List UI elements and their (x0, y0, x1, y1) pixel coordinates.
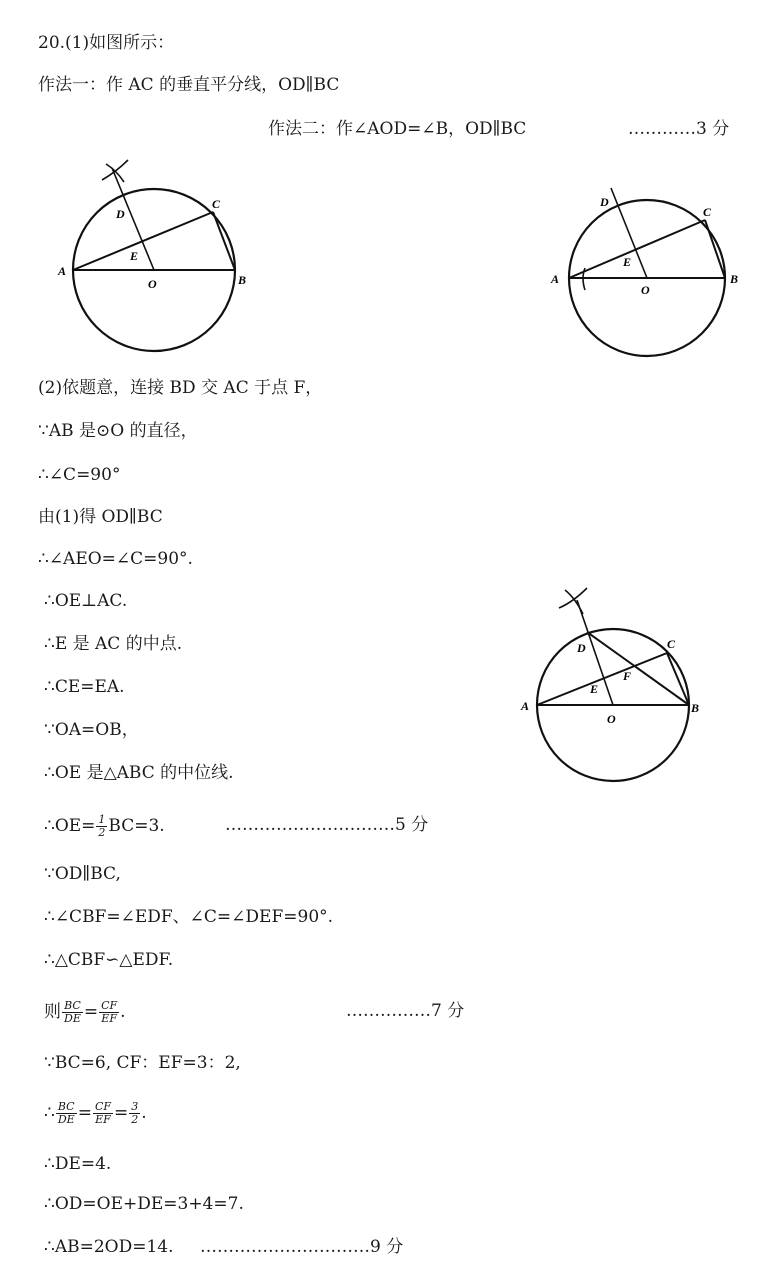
label-d: D (577, 641, 586, 655)
label-d: D (600, 195, 609, 209)
fraction-bc-de: $\frac{BC}{DE}$ (64, 999, 81, 1025)
fraction-cf-ef: $\frac{CF}{EF}$ (94, 1100, 111, 1126)
label-b: B (730, 272, 739, 286)
label-e: E (623, 255, 632, 269)
part2-line-2: ∵AB 是⊙O 的直径， (38, 421, 198, 441)
construction-figure-2 (545, 180, 745, 365)
score-7: ……………7 分 (346, 1001, 465, 1021)
label-b: B (238, 273, 247, 287)
part2-line-18: ∴DE=4. (44, 1154, 112, 1174)
label-d: D (116, 207, 125, 221)
label-f: F (623, 669, 632, 683)
construction-method-2: 作法二：作∠AOD=∠B，OD∥BC (268, 119, 527, 139)
part2-line-13: ∴∠CBF=∠EDF、∠C=∠DEF=90°. (44, 907, 334, 927)
label-c: C (667, 637, 676, 651)
label-c: C (703, 205, 712, 219)
fraction-one-half: $\frac{1}{2}$ (98, 813, 106, 839)
part2-line-11: ∴OE= $\frac{1}{2}$ BC=3. (44, 813, 165, 839)
label-e: E (130, 249, 139, 263)
part2-line-1: (2)依题意，连接 BD 交 AC 于点 F， (38, 378, 323, 398)
part2-line-10: ∴OE 是△ABC 的中位线. (44, 763, 234, 783)
label-b: B (691, 701, 700, 715)
part2-line-20: ∴AB=2OD=14. (44, 1237, 174, 1257)
construction-figure-3 (515, 578, 725, 788)
label-o: O (607, 712, 616, 726)
chord-ac (537, 653, 667, 705)
label-a: A (58, 264, 67, 278)
part2-line-19: ∴OD=OE+DE=3+4=7. (44, 1194, 244, 1214)
chord-ac (569, 220, 705, 278)
part2-line-15: 则 $\frac{BC}{DE}$ = $\frac{CF}{EF}$ . (44, 999, 126, 1025)
part2-line-4: 由(1)得 OD∥BC (38, 507, 163, 527)
label-e: E (590, 682, 599, 696)
problem-heading: 20.(1)如图所示： (38, 33, 175, 53)
chord-bc (213, 212, 235, 270)
part2-line-16: ∵BC=6, CF：EF=3：2, (44, 1053, 241, 1073)
part2-line-3: ∴∠C=90° (38, 465, 121, 485)
construction-method-1: 作法一：作 AC 的垂直平分线，OD∥BC (38, 75, 340, 95)
label-c: C (212, 197, 221, 211)
part2-line-8: ∴CE=EA. (44, 677, 125, 697)
fraction-three-halves: $\frac{3}{2}$ (131, 1100, 139, 1126)
score-3: …………3 分 (628, 119, 730, 139)
score-9: …………………………9 分 (200, 1237, 404, 1257)
part2-line-7: ∴E 是 AC 的中点. (44, 634, 183, 654)
part2-line-14: ∴△CBF∽△EDF. (44, 950, 174, 970)
label-a: A (551, 272, 560, 286)
chord-bc (705, 220, 725, 278)
construction-figure-1 (50, 150, 260, 365)
fraction-cf-ef: $\frac{CF}{EF}$ (101, 999, 118, 1025)
part2-line-17: ∴ $\frac{BC}{DE}$ = $\frac{CF}{EF}$ = $\frac{3}{2}$ . (44, 1100, 147, 1126)
part2-line-9: ∵OA=OB， (44, 720, 139, 740)
fraction-bc-de: $\frac{BC}{DE}$ (57, 1100, 75, 1126)
chord-ac (73, 212, 213, 270)
label-a: A (521, 699, 530, 713)
label-o: O (641, 283, 650, 297)
part2-line-5: ∴∠AEO=∠C=90°. (38, 549, 193, 569)
part2-line-6: ∴OE⊥AC. (44, 591, 128, 611)
part2-line-12: ∵OD∥BC, (44, 864, 121, 884)
label-o: O (148, 277, 157, 291)
score-5: …………………………5 分 (225, 815, 429, 835)
